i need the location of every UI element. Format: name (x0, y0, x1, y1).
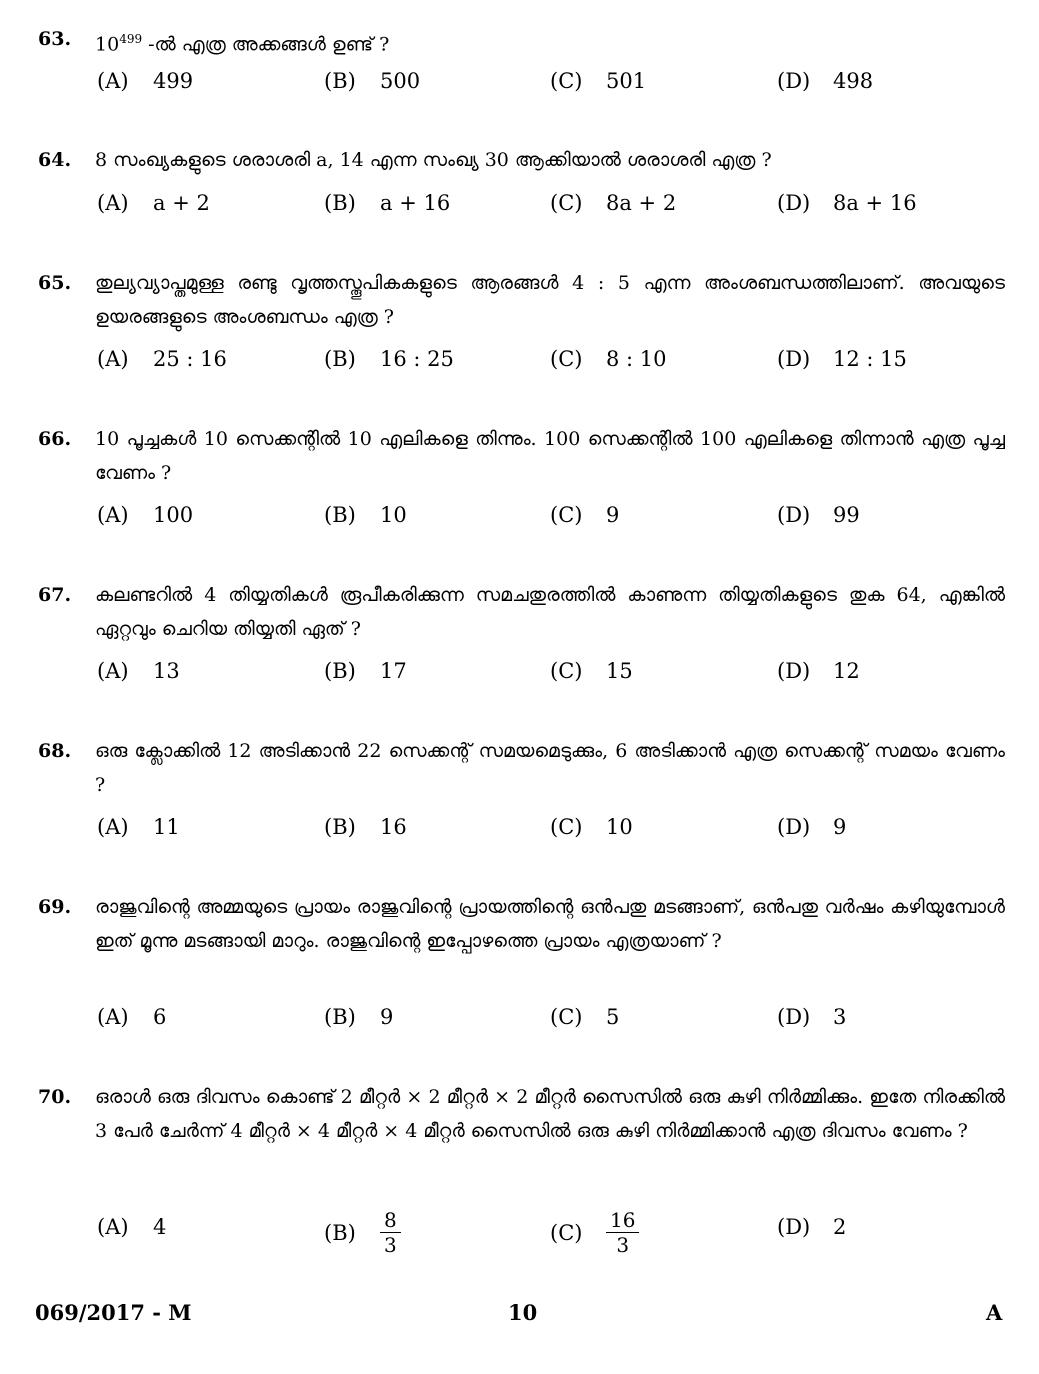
paper-code: 069/2017 - M (35, 1300, 192, 1325)
options-65 (0, 342, 1039, 382)
question-number: 65. (38, 272, 72, 294)
option-a: (A) 6 (97, 1005, 167, 1029)
options-67 (0, 654, 1039, 694)
option-c: (C) 8a + 2 (550, 191, 677, 215)
question-text: രാജുവിന്റെ അമ്മയുടെ പ്രായം രാജുവിന്റെ പ്രായത്തിന്റെ ഒൻപതു മടങ്ങാണ്, ഒൻപതു വർഷം കഴിയുമ്പോൾ ഇത് മൂന്നു മടങ്ങായി മാറും. രാജുവിന്റെ ഇപ്പോഴത്തെ പ്രായം എത്രയാണ് ? (95, 896, 1005, 952)
option-d: (D) 12 (777, 659, 860, 683)
options-68 (0, 810, 1039, 850)
option-a: (A) 100 (97, 503, 194, 527)
option-b: (B) 17 (324, 659, 407, 683)
option-c: (C) 5 (550, 1005, 620, 1029)
question-number: 63. (38, 28, 72, 50)
option-d: (D) 3 (777, 1005, 847, 1029)
option-a: (A) 499 (97, 69, 194, 93)
question-number: 68. (38, 740, 72, 762)
option-a: (A) a + 2 (97, 191, 210, 215)
fraction: $\frac{16}{3}$ (606, 1208, 639, 1257)
question-text: ഒരാൾ ഒരു ദിവസം കൊണ്ട് 2 മീറ്റർ × 2 മീറ്റർ × 2 മീറ്റർ സൈസിൽ ഒരു കുഴി നിർമ്മിക്കും. ഇതേ നിരക്കിൽ 3 പേർ ചേർന്ന് 4 മീറ്റർ × 4 മീറ്റർ × 4 മീറ്റർ സൈസിൽ ഒരു കുഴി നിർമ്മിക്കാൻ എത്ര ദിവസം വേണം ? (95, 1086, 1005, 1142)
question-number: 67. (38, 584, 72, 606)
question-text: ഒരു ക്ലോക്കിൽ 12 അടിക്കാൻ 22 സെക്കന്റ് സമയമെടുക്കും, 6 അടിക്കാൻ എത്ര സെക്കന്റ് സമയം വേണം ? (95, 740, 1005, 796)
options-70 (0, 1208, 1039, 1268)
fraction: $\frac{8}{3}$ (380, 1208, 401, 1257)
option-c: (C) 9 (550, 503, 620, 527)
option-c: (C) 15 (550, 659, 633, 683)
option-c: (C) $\frac{16}{3}$ (550, 1210, 639, 1259)
options-64 (0, 186, 1039, 226)
option-a: (A) 4 (97, 1215, 167, 1239)
option-b: (B) 10 (324, 503, 407, 527)
option-b: (B) a + 16 (324, 191, 451, 215)
question-number: 69. (38, 896, 72, 918)
question-text: കലണ്ടറിൽ 4 തിയ്യതികൾ രൂപീകരിക്കുന്ന സമചതുരത്തിൽ കാണുന്ന തിയ്യതികളുടെ തുക 64, എങ്കിൽ ഏറ്റവും ചെറിയ തിയ്യതി ഏത് ? (95, 584, 1005, 640)
question-text: തുല്യവ്യാപ്തമുള്ള രണ്ടു വൃത്തസ്തൂപികകളുടെ ആരങ്ങൾ 4 : 5 എന്ന അംശബന്ധത്തിലാണ്. അവയുടെ ഉയരങ്ങളുടെ അംശബന്ധം എത്ര ? (95, 272, 1005, 328)
page-number: 10 (508, 1300, 538, 1325)
option-c: (C) 501 (550, 69, 647, 93)
option-b: (B) $\frac{8}{3}$ (324, 1210, 401, 1259)
option-b: (B) 9 (324, 1005, 394, 1029)
options-63 (0, 64, 1039, 104)
question-number: 64. (38, 149, 72, 171)
option-d: (D) 12 : 15 (777, 347, 907, 371)
question-text: $10^{499}$ -ൽ എത്ര അക്കങ്ങൾ ഉണ്ട് ? (95, 32, 390, 56)
question-number: 66. (38, 428, 72, 450)
option-b: (B) 16 : 25 (324, 347, 454, 371)
option-d: (D) 9 (777, 815, 847, 839)
option-c: (C) 8 : 10 (550, 347, 667, 371)
series-code: A (986, 1300, 1003, 1325)
option-a: (A) 13 (97, 659, 180, 683)
option-d: (D) 2 (777, 1215, 847, 1239)
option-a: (A) 11 (97, 815, 180, 839)
option-d: (D) 498 (777, 69, 874, 93)
option-d: (D) 8a + 16 (777, 191, 917, 215)
option-c: (C) 10 (550, 815, 633, 839)
options-69 (0, 1000, 1039, 1040)
question-text: 8 സംഖ്യകളുടെ ശരാശരി a, 14 എന്ന സംഖ്യ 30 ആക്കിയാൽ ശരാശരി എത്ര ? (95, 149, 772, 171)
option-b: (B) 16 (324, 815, 407, 839)
option-b: (B) 500 (324, 69, 421, 93)
question-text: 10 പൂച്ചകൾ 10 സെക്കന്റിൽ 10 എലികളെ തിന്നും. 100 സെക്കന്റിൽ 100 എലികളെ തിന്നാൻ എത്ര പൂച്ച വേണം ? (95, 428, 1005, 484)
question-number: 70. (38, 1086, 72, 1108)
option-a: (A) 25 : 16 (97, 347, 227, 371)
option-d: (D) 99 (777, 503, 860, 527)
options-66 (0, 498, 1039, 538)
